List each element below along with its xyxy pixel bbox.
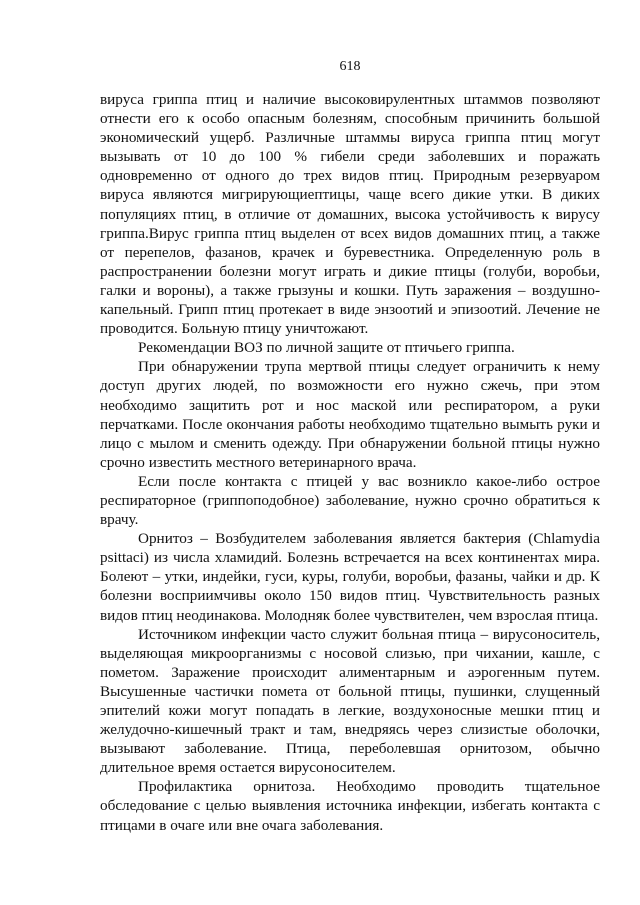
paragraph-infection-source: Источником инфекции часто служит больная птица – вирусоноситель, выделяющая микроорганизмы с носовой слизью, при чихании, кашле, с пометом. Заражение происходит алиментарным и аэрогенным путем. Высушенные частички помета от больной птицы, пушинки, слущенный эпителий кожи могут попадать в легкие, воздухоносные мешки птиц и желудочно-кишечный тракт и там, внедряясь через слизистые оболочки, вызывают заболевание. Птица, переболевшая орнитозом, обычно длительное время остается вирусоносителем. [100, 625, 600, 777]
paragraph-who-recommendations-heading: Рекомендации ВОЗ по личной защите от птичьего гриппа. [138, 339, 515, 357]
paragraph-respiratory-symptoms: Если после контакта с птицей у вас возникло какое-либо острое респираторное (гриппоподобное) заболевание, нужно срочно обратиться к врачу. [100, 472, 600, 529]
paragraph-dead-bird-handling: При обнаружении трупа мертвой птицы следует ограничить к нему доступ других людей, по возможности его нужно сжечь, при этом необходимо защитить рот и нос маской или респиратором, а руки перчатками. После окончания работы необходимо тщательно вымыть руки и лицо с мылом и сменить одежду. При обнаружении больной птицы нужно срочно известить местного ветеринарного врача. [100, 358, 600, 471]
document-page [100, 58, 600, 835]
paragraph-ornithosis-pathogen: Орнитоз – Возбудителем заболевания является бактерия (Chlamydia psittaci) из числа хламидий. Болезнь встречается на всех континентах мира. Болеют – утки, индейки, гуси, куры, голуби, воробьи, фазаны, чайки и др. К болезни восприимчивы около 150 видов птиц. Чувствительность разных видов птиц неодинакова. Молодняк более чувствителен, чем взрослая птица. [100, 530, 600, 624]
paragraph-avian-flu-intro: вируса гриппа птиц и наличие высоковирулентных штаммов позволяют отнести его к особо опасным болезням, способным причинить большой экономический ущерб. Различные штаммы вируса гриппа птиц могут вызывать от 10 до 100 % гибели среди заболевших и поражать одновременно от одного до трех видов птиц. Природным резервуаром вируса являются мигрирующиептицы, чаще всего дикие утки. В диких популяциях птиц, в отличие от домашних, высока устойчивость к вирусу гриппа.Вирус гриппа птиц выделен от всех видов домашних птиц, а также от перепелов, фазанов, крачек и буревестника. Определенную роль в распространении болезни могут играть и дикие птицы (голуби, воробьи, галки и вороны), а также грызуны и кошки. Путь заражения – воздушно-капельный. Грипп птиц протекает в виде энзоотий и эпизоотий. Лечение не проводится. Больную птицу уничтожают. [100, 91, 600, 338]
page-number: 618 [339, 59, 361, 74]
paragraph-prevention: Профилактика орнитоза. Необходимо проводить тщательное обследование с целью выявления источника инфекции, избегать контакта с птицами в очаге или вне очага заболевания. [100, 778, 600, 834]
